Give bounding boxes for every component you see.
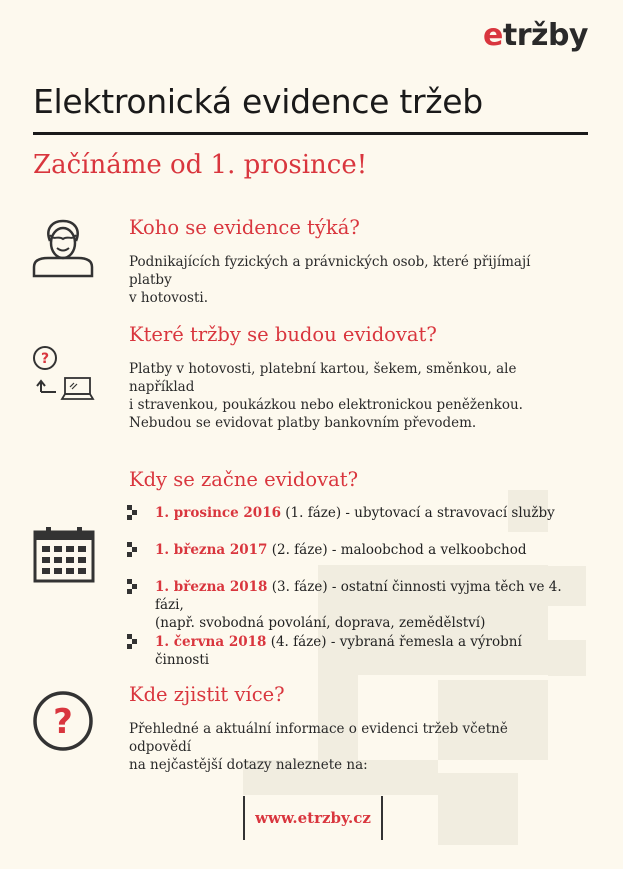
text-line: i stravenkou, poukázkou nebo elektronickou peněženkou. (129, 397, 523, 413)
phase-desc: (2. fáze) - maloobchod a velkoobchod (267, 542, 527, 558)
phase-date: 1. června 2018 (155, 634, 267, 650)
phase-date: 1. března 2018 (155, 579, 268, 595)
bullet-icon (127, 542, 141, 558)
phase-item (127, 578, 577, 632)
bullet-icon (127, 505, 141, 521)
svg-text:?: ? (40, 351, 50, 367)
section-title-which: Které tržby se budou evidovat? (129, 323, 437, 346)
section-title-when: Kdy se začne evidovat? (129, 468, 359, 491)
bg-decor (438, 773, 518, 845)
phase-date: 1. prosince 2016 (155, 505, 281, 521)
phase-desc: (1. fáze) - ubytovací a stravovací služby (280, 505, 555, 521)
section-title-who: Koho se evidence týká? (129, 216, 360, 239)
page-subtitle: Začínáme od 1. prosince! (33, 150, 368, 180)
text-line: Platby v hotovosti, platební kartou, šekem, směnkou, ale například (129, 361, 517, 395)
text-line: v hotovosti. (129, 290, 209, 306)
section-title-more: Kde zjistit více? (129, 683, 285, 706)
calendar-icon (33, 527, 95, 583)
question-laptop-icon (30, 344, 98, 406)
bullet-icon (127, 634, 141, 650)
svg-text:?: ? (53, 702, 73, 742)
text-line: na nejčastější dotazy naleznete na: (129, 757, 368, 773)
section-text-who (129, 253, 569, 307)
section-text-more (129, 720, 569, 774)
phase-desc-line2: (např. svobodná povolání, doprava, zemědělství) (155, 615, 486, 631)
website-link[interactable]: www.etrzby.cz (255, 809, 371, 827)
question-circle-icon (32, 690, 94, 752)
bullet-icon (127, 579, 141, 595)
page-title: Elektronická evidence tržeb (33, 82, 483, 121)
person-icon (30, 213, 96, 279)
etrzby-logo: etržby (483, 18, 588, 53)
section-text-which (129, 360, 569, 432)
phase-item (127, 633, 577, 669)
phase-desc: (4. fáze) - vybraná řemesla a výrobní činnosti (155, 634, 522, 668)
text-line: Nebudou se evidovat platby bankovním převodem. (129, 415, 477, 431)
phase-desc: (3. fáze) - ostatní činnosti vyjma těch ve 4. fázi, (155, 579, 562, 613)
text-line: Podnikajících fyzických a právnických osob, které přijímají platby (129, 254, 531, 288)
text-line: Přehledné a aktuální informace o evidenci tržeb včetně odpovědí (129, 721, 508, 755)
phase-date: 1. března 2017 (155, 542, 268, 558)
phase-item (127, 504, 577, 522)
title-divider (33, 132, 588, 135)
website-link-box[interactable] (243, 796, 383, 840)
phase-item (127, 541, 577, 559)
